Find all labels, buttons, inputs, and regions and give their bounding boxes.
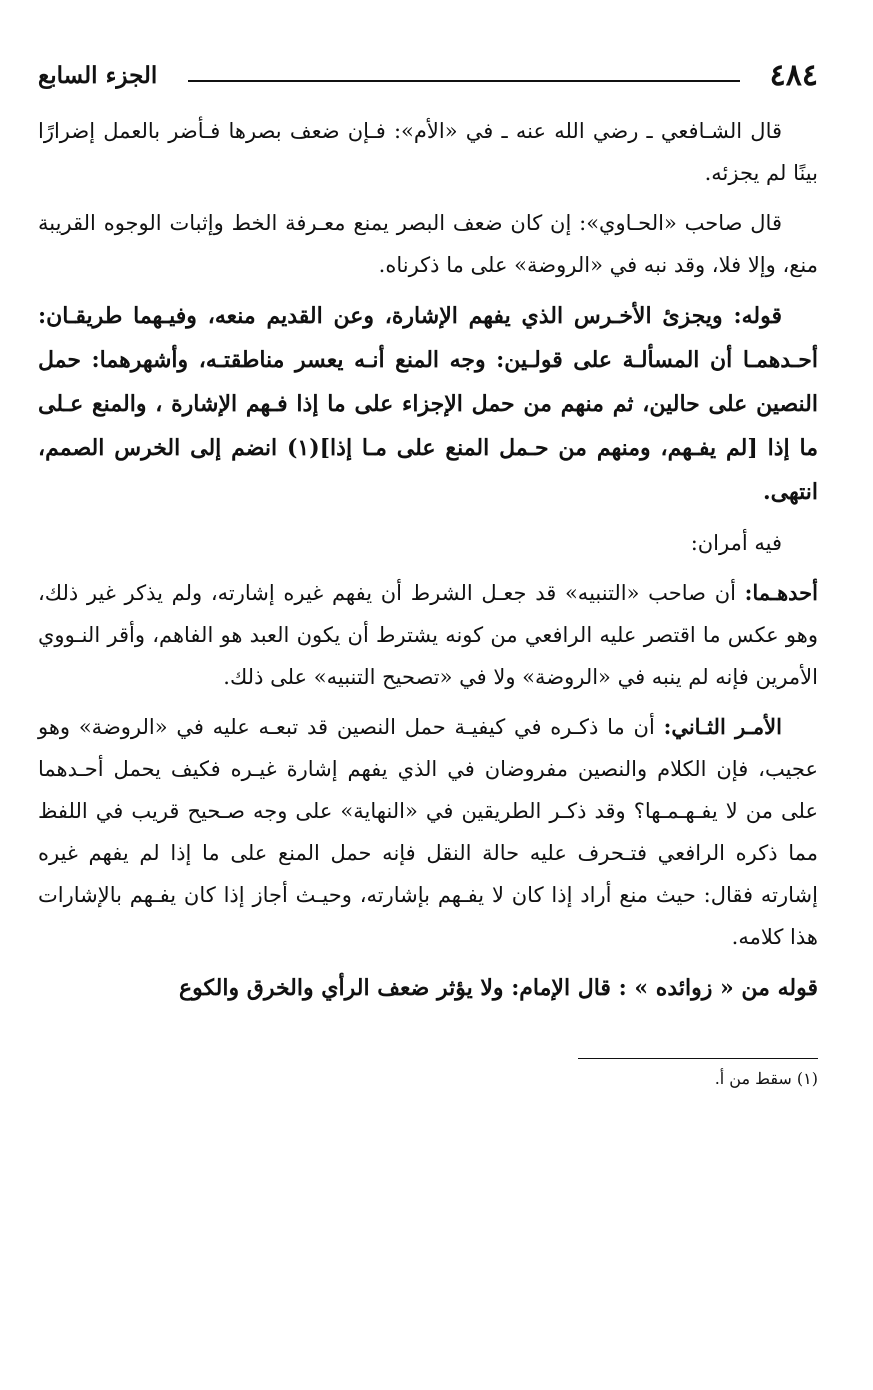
paragraph-lead: قوله من « زوائده » :	[618, 975, 818, 1001]
paragraph-second-matter	[38, 706, 818, 958]
footnote-rule	[578, 1058, 818, 1059]
paragraph-two-matters	[38, 522, 818, 564]
paragraph-hawi-quote	[38, 202, 818, 286]
paragraph-text: ويجزئ الأخـرس الذي يفهم الإشارة، وعن القديم منعه، وفيـهما طريقـان: أحـدهمـا أن المسألـة على قولـين: وجه المنع أنـه يعسر مناطقتـه، وأشهرهما: حمل النصين على حالين، ثم منهم من حمل الإجزاء على ما إذا فـهم الإشارة ، والمنع عـلى ما إذا [لم يفـهم، ومنهم من حـمل المنع على مـا إذا](١) انضم إلى الخرس الصمم، انتهى.	[38, 303, 818, 505]
paragraph-quoted-text	[38, 294, 818, 514]
running-title: الجزء السابع	[38, 62, 158, 89]
footnote: (١) سقط من أ.	[714, 1069, 818, 1088]
paragraph-zawaid-quote	[38, 966, 818, 1010]
paragraph-text: أن ما ذكـره في كيفيـة حمل النصين قد تبعـه عليه في «الروضة» وهو عجيب، فإن الكلام والنصين مفروضان في الذي يفهم إشارة غيـره فكيف يحمل أحـدهما على من لا يفـهـمـها؟ وقد ذكـر الطريقين في «النهاية» على وجه صـحيح قريب في اللفظ مما ذكره الرافعي فتـحرف عليه حالة النقل فإنه حمل المنع على ما إذا لم يفهم غيره إشارته فقال: حيث منع أراد إذا كان لا يفـهم بإشارته، وحيـث أجاز إذا كان يفـهم بالإشارات هذا كلامه.	[38, 715, 818, 949]
document-page	[38, 56, 818, 1091]
paragraph-text: قال الشـافعي ـ رضي الله عنه ـ في «الأم»: فـإن ضعف بصرها فـأضر بالعمل إضرارًا بينًا لم يجزئه.	[38, 119, 818, 185]
header-rule	[188, 80, 740, 82]
paragraph-lead: قوله:	[733, 303, 782, 329]
paragraph-text: قال صاحب «الحـاوي»: إن كان ضعف البصر يمنع معـرفة الخط وإثبات الوجوه القريبة منع، وإلا فلا، وقد نبه في «الروضة» على ما ذكرناه.	[38, 211, 818, 277]
paragraph-text: قال الإمام: ولا يؤثر ضعف الرأي والخرق والكوع	[179, 975, 619, 1001]
paragraph-lead: الأمـر الثـاني:	[663, 714, 782, 739]
page-number: ٤٨٤	[769, 58, 818, 93]
page-header	[38, 56, 818, 96]
paragraph-text: فيه أمران:	[690, 531, 782, 555]
paragraph-shafii-quote	[38, 110, 818, 194]
paragraph-first-matter	[38, 572, 818, 698]
paragraph-lead: أحدهـما:	[744, 580, 818, 605]
paragraph-text: أن صاحب «التنبيه» قد جعـل الشرط أن يفهم غيره إشارته، ولم يذكر غير ذلك، وهو عكس ما اقتصر عليه الرافعي من كونه يشترط أن يكون العبد هو الفاهم، وأقر النـووي الأمرين فإنه لم ينبه في «الروضة» ولا في «تصحيح التنبيه» على ذلك.	[38, 581, 818, 689]
